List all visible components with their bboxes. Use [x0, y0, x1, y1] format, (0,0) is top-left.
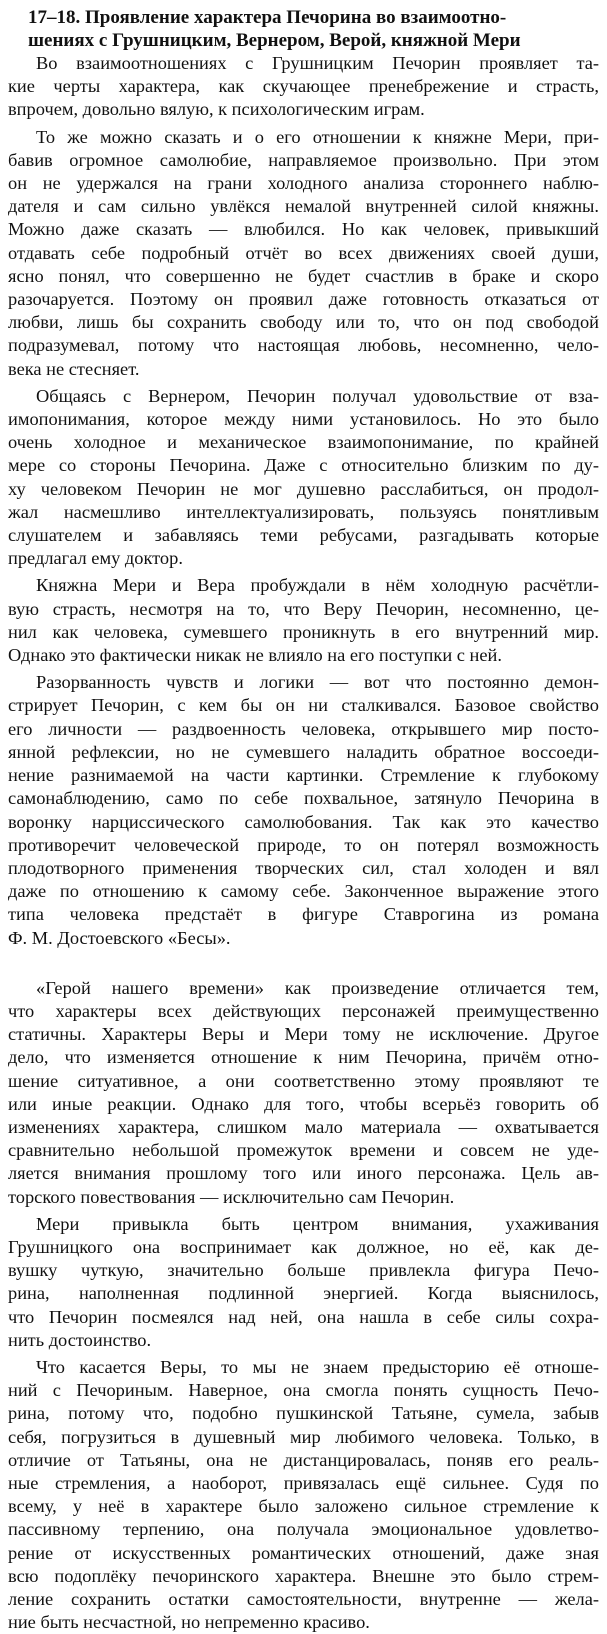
text-line: плодотворного применения творческих сил, стал холоден и вял — [8, 857, 599, 878]
paragraph-static-characters — [8, 977, 599, 1209]
paragraph-mary-vera — [8, 574, 599, 667]
text-line: бавив огромное самолюбие, направляемое произвольно. При этом — [8, 149, 599, 170]
text-line: подразумевал, потому что настоящая любовь, несомненно, чело- — [8, 335, 599, 356]
text-line: пассивному терпению, она получала эмоциональное удовлетво- — [8, 1519, 599, 1540]
text-line: Разорванность чувств и логики — вот что постоянно демон- — [36, 672, 599, 693]
section-heading — [8, 6, 599, 52]
text-line: ний с Печориным. Наверное, она смогла понять сущность Печо- — [8, 1380, 599, 1401]
text-line: ляется внимания прошлому того или иного персонажа. Цель ав- — [8, 1163, 599, 1184]
text-line: нил как человека, сумевшего проникнуть в его внутренний мир. — [8, 621, 599, 642]
paragraph-duality — [8, 671, 599, 949]
text-line: ние быть несчастной, но непременно красиво. — [8, 1612, 370, 1633]
text-line: торского повествования — исключительно сам Печорин. — [8, 1186, 455, 1207]
paragraph-mary — [8, 126, 599, 381]
text-line: самонаблюдению, само по себе похвальное, затянуло Печорина в — [8, 788, 599, 809]
heading-line: 17–18. Проявление характера Печорина во взаимоотно- — [28, 7, 507, 28]
text-line: что Печорин посмеялся над ней, она нашла в себе силы сохра- — [8, 1306, 599, 1327]
text-line: очень холодное и механическое взаимопонимание, по крайней — [8, 432, 599, 453]
text-line: предлагал ему доктор. — [8, 548, 183, 569]
text-line: нить достоинство. — [8, 1329, 152, 1350]
text-line: вушку чуткую, значительно больше привлекла фигура Печо- — [8, 1260, 599, 1281]
text-line: Общаясь с Вернером, Печорин получал удовольствие от вза- — [36, 385, 599, 406]
text-line: Княжна Мери и Вера пробуждали в нём холодную расчётли- — [36, 575, 599, 596]
text-line: рение от искусственных романтических отношений, даже зная — [8, 1542, 599, 1563]
text-line: ясно понял, что совершенно не будет счастлив в браке и скоро — [8, 265, 599, 286]
text-line: дателя и сам сильно увлёкся немалой внутренней силой княжны. — [8, 196, 599, 217]
text-line: ные стремления, а наоборот, привязалась ещё сильнее. Судя по — [8, 1472, 599, 1493]
text-line: Ф. М. Достоевского «Бесы». — [8, 927, 231, 948]
text-line: себя, погрузиться в душевный мир любимого человека. Только, в — [8, 1426, 599, 1447]
text-line: мере со стороны Печорина. Даже с относительно близким по ду- — [8, 455, 599, 476]
text-line: типа человека предстаёт в фигуре Ставрогина из романа — [8, 904, 599, 925]
text-line: воронку нарциссического самолюбования. Так как это качество — [8, 811, 599, 832]
paragraph-mary-attention — [8, 1213, 599, 1352]
text-line: имопонимания, которое между ними установилось. Но это было — [8, 409, 599, 430]
text-line: Что касается Веры, то мы не знаем предысторию её отноше- — [36, 1356, 599, 1377]
text-line: Во взаимоотношениях с Грушницким Печорин проявляет та- — [36, 53, 599, 73]
text-line: противоречит человеческой природе, то он потерял возможность — [8, 834, 599, 855]
text-line: всю подоплёку печоринского характера. Внешне это было стрем- — [8, 1565, 599, 1586]
text-line: стрирует Печорин, с кем бы он ни сталкивался. Базовое свойство — [8, 695, 599, 716]
text-line: слушателем и забавляясь теми ребусами, разгадывать которые — [8, 525, 599, 546]
text-line: нение разнимаемой на части картинки. Стремление к глубокому — [8, 765, 599, 786]
text-line: ху человеком Печорин не мог душевно расслабиться, он продол- — [8, 478, 599, 499]
text-line: или иные реакции. Однако для того, чтобы всерьёз говорить об — [8, 1093, 599, 1114]
text-line: он не удержался на грани холодного анализа стороннего наблю- — [8, 173, 599, 194]
text-line: что характеры всех действующих персонажей преимущественно — [8, 1000, 599, 1021]
text-line: дело, что изменяется отношение к ним Печорина, причём отно- — [8, 1047, 599, 1068]
text-line: ление сохранить остатки самостоятельности, внутренне — жела- — [8, 1589, 599, 1609]
text-line: впрочем, довольно вялую, к психологическим играм. — [8, 99, 425, 120]
text-line: рина, наполненная подлинной энергией. Когда выяснилось, — [8, 1283, 599, 1304]
paragraph-werner — [8, 385, 599, 571]
text-line: кие черты характера, как скучающее пренебрежение и страсть, — [8, 76, 599, 97]
text-line: янной рефлексии, но не сумевшего наладить обратное воссоеди- — [8, 741, 599, 762]
text-line: отличие от Татьяны, она не дистанцировалась, поняв его реаль- — [8, 1449, 599, 1470]
text-line: вую страсть, несмотря на то, что Веру Печорин, несомненно, це- — [8, 598, 599, 619]
text-line: Мери привыкла быть центром внимания, ухаживания — [36, 1213, 599, 1234]
text-line: даже по отношению к самому себе. Законченное выражение этого — [8, 881, 599, 902]
paragraph-vera — [8, 1356, 599, 1634]
text-line: шение ситуативное, а они соответственно этому проявляют те — [8, 1070, 599, 1091]
text-line: его личности — раздвоенность человека, открывшего мир посто- — [8, 718, 599, 739]
text-line: всему, у неё в характере было заложено сильное стремление к — [8, 1496, 599, 1517]
text-line: разочаруется. Поэтому он проявил даже готовность отказаться от — [8, 289, 599, 310]
text-line: любви, лишь бы сохранить свободу или то, что он под свободой — [8, 312, 599, 333]
document-page — [8, 6, 599, 1634]
text-line: жал насмешливо интеллектуализировать, пользуясь понятливым — [8, 501, 599, 522]
text-line: статичны. Характеры Веры и Мери тому не исключение. Другое — [8, 1024, 599, 1045]
text-line: Грушницкого она воспринимает как должное, но её, как де- — [8, 1236, 599, 1257]
text-line: века не стесняет. — [8, 358, 140, 379]
paragraph-grushnitsky — [8, 52, 599, 122]
text-line: Можно даже сказать — влюбился. Но как человек, привыкший — [8, 219, 599, 240]
text-line: изменениях характера, слишком мало материала — охватывается — [8, 1116, 599, 1137]
text-line: рина, потому что, подобно пушкинской Татьяне, сумела, забыв — [8, 1403, 599, 1424]
text-line: То же можно сказать и о его отношении к княжне Мери, при- — [36, 126, 599, 147]
text-line: отдавать себе подробный отчёт во всех движениях своей души, — [8, 242, 599, 263]
heading-line: шениях с Грушницким, Вернером, Верой, княжной Мери — [28, 30, 521, 51]
text-line: сравнительно небольшой промежуток времени и совсем не уде- — [8, 1140, 599, 1161]
text-line: Однако это фактически никак не влияло на его поступки с ней. — [8, 645, 502, 666]
text-line: «Герой нашего времени» как произведение отличается тем, — [36, 977, 599, 998]
